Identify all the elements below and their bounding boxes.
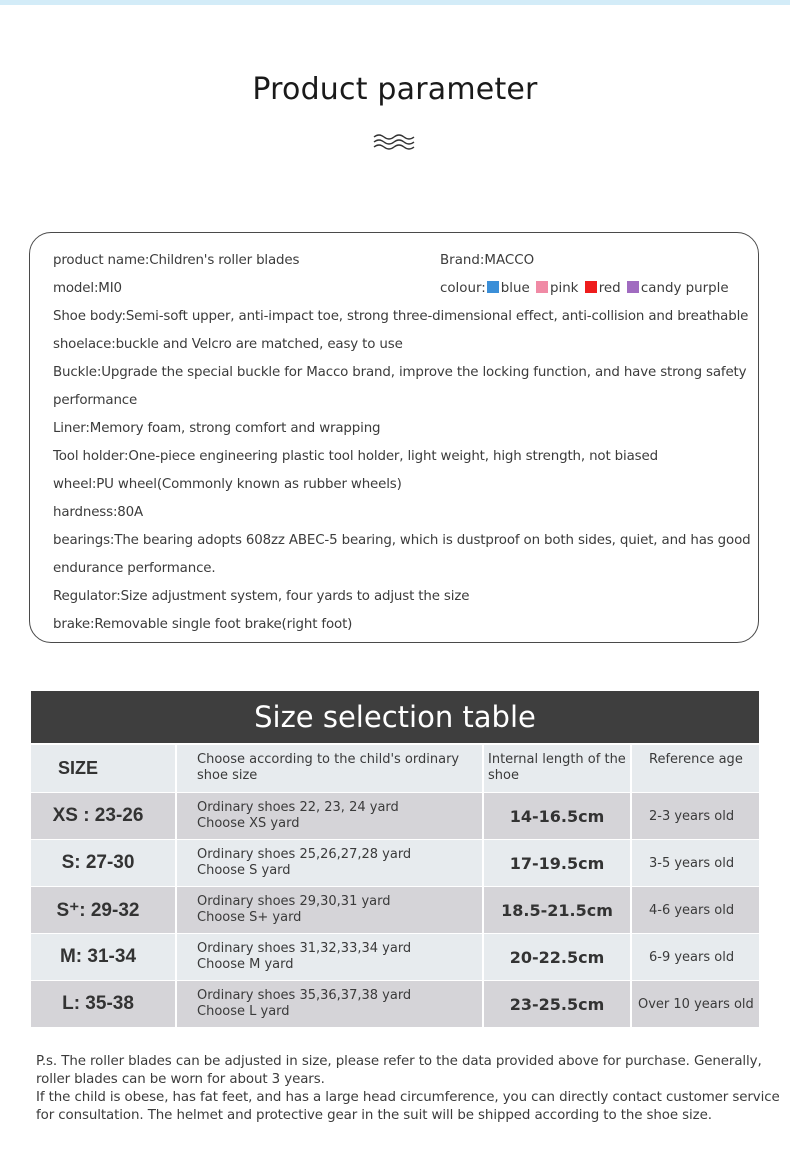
page-title: Product parameter — [252, 72, 538, 107]
size-cell: XS : 23-26 — [31, 793, 175, 839]
choose-header-line2: shoe size — [197, 768, 258, 783]
param-line: bearings:The bearing adopts 608zz ABEC-5 bearing, which is dustproof on both sides, quiet, and has good — [53, 533, 751, 548]
size-table-title: Size selection table — [31, 691, 759, 743]
choose-line2: Choose S yard — [197, 863, 291, 878]
choose-line2: Choose L yard — [197, 1004, 290, 1019]
colour-red: red — [598, 281, 621, 296]
length-cell: 20-22.5cm — [484, 934, 630, 980]
choose-line2: Choose S+ yard — [197, 910, 302, 925]
model: model:MI0 — [53, 281, 122, 296]
product-name: product name:Children's roller blades — [53, 253, 300, 268]
age-cell: 4-6 years old — [632, 887, 759, 933]
size-cell: L: 35-38 — [31, 981, 175, 1027]
note-line: for consultation. The helmet and protective gear in the suit will be shipped according to the shoe size. — [36, 1108, 712, 1123]
red-swatch — [585, 281, 597, 293]
choose-cell — [177, 981, 482, 1027]
param-line: wheel:PU wheel(Commonly known as rubber wheels) — [53, 477, 402, 492]
param-line: Regulator:Size adjustment system, four yards to adjust the size — [53, 589, 470, 604]
note-line: If the child is obese, has fat feet, and has a large head circumference, you can directly contact customer service — [36, 1090, 780, 1105]
size-table — [31, 745, 759, 1028]
wave-divider-icon — [372, 131, 418, 153]
size-cell: M: 31-34 — [31, 934, 175, 980]
age-cell: 6-9 years old — [632, 934, 759, 980]
age-cell: 2-3 years old — [632, 793, 759, 839]
choose-cell — [177, 934, 482, 980]
choose-header — [177, 745, 482, 792]
choose-cell — [177, 840, 482, 886]
param-line: performance — [53, 393, 138, 408]
length-cell: 17-19.5cm — [484, 840, 630, 886]
brand: Brand:MACCO — [440, 253, 535, 268]
note-line: roller blades can be worn for about 3 years. — [36, 1072, 325, 1087]
colour-pink: pink — [549, 281, 579, 296]
note-line: P.s. The roller blades can be adjusted in size, please refer to the data provided above for purchase. Generally, — [36, 1054, 762, 1069]
pink-swatch — [536, 281, 548, 293]
colour-label: colour: — [440, 281, 486, 296]
table-row — [31, 887, 759, 933]
age-header: Reference age — [632, 745, 759, 792]
purchase-note — [36, 1053, 780, 1125]
table-row — [31, 793, 759, 839]
param-line: Buckle:Upgrade the special buckle for Macco brand, improve the locking function, and have strong safety — [53, 365, 747, 380]
choose-line1: Ordinary shoes 25,26,27,28 yard — [197, 847, 412, 862]
param-line: Shoe body:Semi-soft upper, anti-impact toe, strong three-dimensional effect, anti-collision and breathable — [53, 309, 749, 324]
choose-line1: Ordinary shoes 29,30,31 yard — [197, 894, 391, 909]
param-line: Liner:Memory foam, strong comfort and wrapping — [53, 421, 381, 436]
choose-cell — [177, 887, 482, 933]
length-header — [484, 745, 630, 792]
param-line: brake:Removable single foot brake(right foot) — [53, 617, 353, 632]
table-header-row — [31, 745, 759, 792]
size-cell: S: 27-30 — [31, 840, 175, 886]
length-header-line1: Internal length of the — [488, 752, 626, 767]
length-cell: 23-25.5cm — [484, 981, 630, 1027]
table-row — [31, 934, 759, 980]
length-header-line2: shoe — [488, 768, 519, 783]
choose-line2: Choose M yard — [197, 957, 294, 972]
param-line: Tool holder:One-piece engineering plastic tool holder, light weight, high strength, not biased — [53, 449, 658, 464]
age-cell: Over 10 years old — [632, 981, 759, 1027]
top-accent-strip — [0, 0, 790, 5]
age-cell: 3-5 years old — [632, 840, 759, 886]
purple-swatch — [627, 281, 639, 293]
colour-candy-purple: candy purple — [640, 281, 729, 296]
choose-cell — [177, 793, 482, 839]
colour-options — [440, 281, 729, 296]
blue-swatch — [487, 281, 499, 293]
size-header: SIZE — [31, 745, 175, 792]
length-cell: 18.5-21.5cm — [484, 887, 630, 933]
table-row — [31, 840, 759, 886]
choose-line1: Ordinary shoes 31,32,33,34 yard — [197, 941, 412, 956]
colour-blue: blue — [500, 281, 530, 296]
choose-line2: Choose XS yard — [197, 816, 300, 831]
table-row — [31, 981, 759, 1027]
choose-header-line1: Choose according to the child's ordinary — [197, 752, 460, 767]
choose-line1: Ordinary shoes 35,36,37,38 yard — [197, 988, 412, 1003]
param-line: shoelace:buckle and Velcro are matched, easy to use — [53, 337, 403, 352]
param-line: hardness:80A — [53, 505, 144, 520]
choose-line1: Ordinary shoes 22, 23, 24 yard — [197, 800, 399, 815]
length-cell: 14-16.5cm — [484, 793, 630, 839]
param-line: endurance performance. — [53, 561, 216, 576]
size-cell: S⁺: 29-32 — [31, 887, 175, 933]
